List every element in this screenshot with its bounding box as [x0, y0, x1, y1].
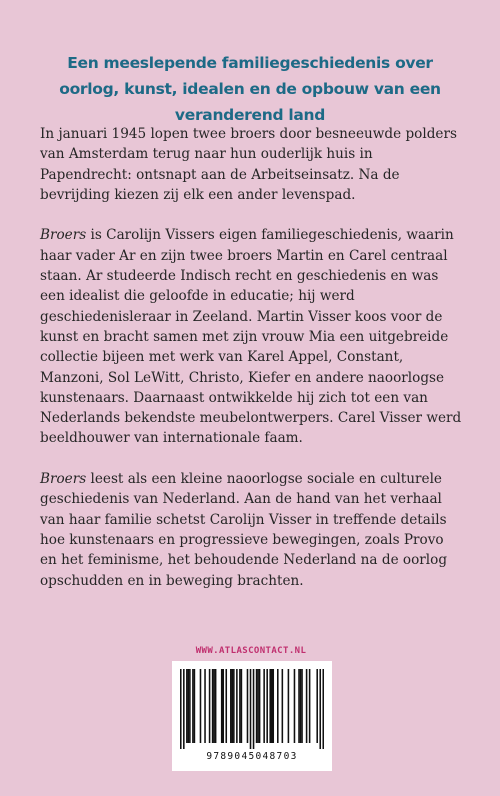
barcode-bar [306, 669, 308, 743]
barcode-bar [269, 669, 271, 743]
barcode-bar [212, 669, 214, 743]
blurb-paragraph-2-text: is Carolijn Vissers eigen familiegeschiedenis, waarin haar vader Ar en zijn twee broers Martin en Carel centraal staan. Ar studeerde Indisch recht en geschiedenis en was een idealist die geloofde in educatie; hij werd geschiedenisleraar in Zeeland. Martin Visser koos voor de kunst en bracht samen met zijn vrouw Mia een uitgebreide collectie bijeen met werk van Karel Appel, Constant, Manzoni, Sol LeWitt, Christo, Kiefer en andere naoorlogse kunstenaars. Daarnaast ontwikkelde hij zich tot een van Nederlands bekendste meubelontwerpers. Carel Visser werd beeldhouwer van internationale faam. [40, 227, 462, 447]
barcode-bar [263, 669, 265, 743]
barcode-bar [188, 669, 190, 743]
blurb-paragraph-1-text: In januari 1945 lopen twee broers door besneeuwde polders van Amsterdam terug naar hun ouderlijk huis in Papendrecht: ontsnapt aan de Arbeitseinsatz. Na de bevrijding kiezen zij elk een ander levenspad. [40, 126, 457, 203]
barcode-bar [271, 669, 273, 743]
barcode-bar [221, 669, 223, 743]
barcode-bar [225, 669, 227, 743]
barcode-bar [288, 669, 290, 743]
barcode-bar [316, 669, 318, 743]
barcode-bar [272, 669, 274, 743]
barcode-bar [232, 669, 234, 743]
tagline: Een meeslepende familiegeschiedenis over oorlog, kunst, idealen en de opbouw van een veranderend land [59, 54, 441, 124]
barcode-bar [186, 669, 188, 743]
barcode-bar [257, 669, 259, 743]
barcode-bar [209, 669, 211, 743]
barcode-bar [259, 669, 261, 743]
barcode-bar [241, 669, 243, 743]
barcode-bar [298, 669, 300, 743]
blurb-paragraph-2 [40, 225, 462, 448]
barcode-bar [319, 669, 321, 749]
barcode-bar [180, 669, 182, 749]
barcode-bar [222, 669, 224, 743]
barcode-bar [183, 669, 185, 749]
barcode-bar [213, 669, 215, 743]
barcode-bar [300, 669, 302, 743]
barcode-bar [230, 669, 232, 743]
barcode-bar [239, 669, 241, 743]
barcode [172, 661, 332, 771]
blurb-paragraph-2-lead: Broers [40, 227, 87, 244]
barcode-bar [247, 669, 249, 743]
blurb-paragraph-3 [40, 469, 462, 591]
barcode-bar [256, 669, 258, 743]
barcode-bar [322, 669, 324, 749]
barcode-bar [200, 669, 202, 743]
barcode-bar [253, 669, 255, 749]
barcode-bar [250, 669, 252, 749]
barcode-bar [282, 669, 284, 743]
blurb [40, 124, 462, 611]
barcode-bar [215, 669, 217, 743]
barcode-bar [189, 669, 191, 743]
barcode-bar [192, 669, 194, 743]
barcode-bars [180, 669, 324, 749]
barcode-bar [266, 669, 268, 743]
blurb-paragraph-1 [40, 124, 462, 205]
barcode-bar [204, 669, 206, 743]
blurb-paragraph-3-text: leest als een kleine naoorlogse sociale en culturele geschiedenis van Nederland. Aan de hand van het verhaal van haar familie schetst Carolijn Visser in treffende details hoe kunstenaars en progressieve bewegingen, zoals Provo en het feminisme, het behoudende Nederland na de oorlog opschudden en in beweging brachten. [40, 471, 448, 589]
publisher-url[interactable]: WWW.ATLASCONTACT.NL [195, 646, 307, 656]
barcode-bar [309, 669, 311, 743]
barcode-bar [194, 669, 196, 743]
barcode-bar [294, 669, 296, 743]
barcode-bar [277, 669, 279, 743]
isbn-number: 9789045048703 [206, 751, 298, 762]
barcode-bar [301, 669, 303, 743]
barcode-bar [236, 669, 238, 743]
barcode-bar [233, 669, 235, 743]
blurb-paragraph-3-lead: Broers [40, 471, 87, 488]
